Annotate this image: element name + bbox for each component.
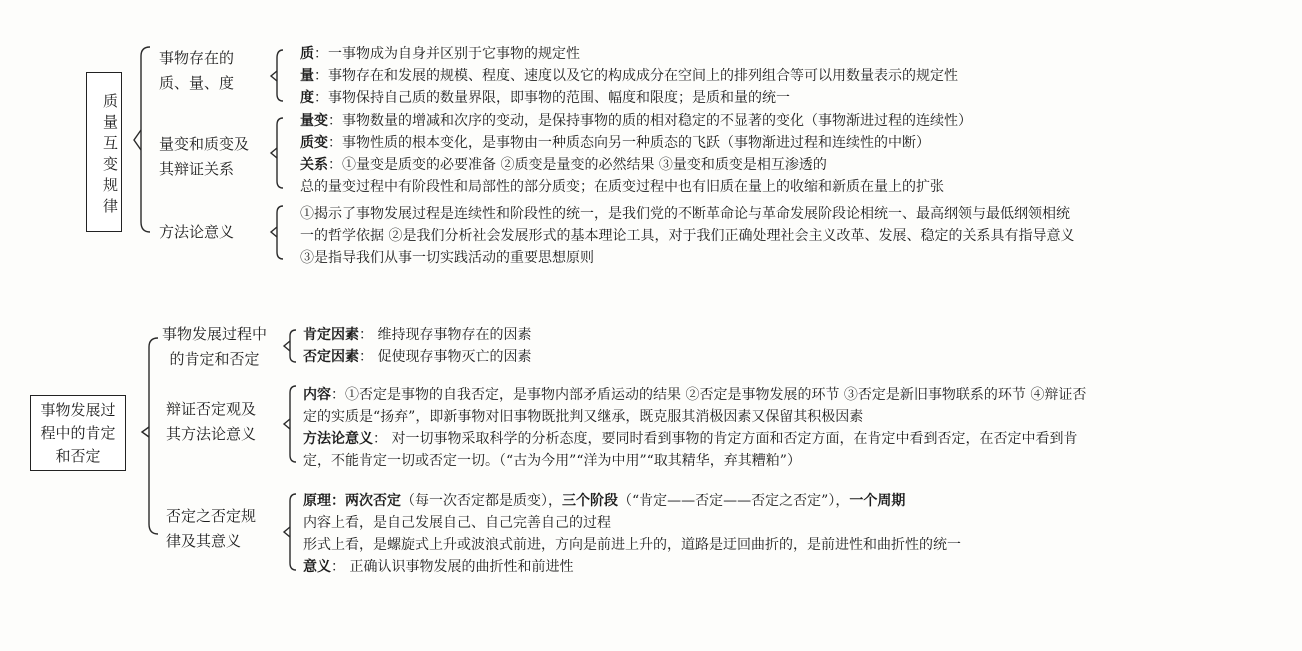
s1-branch2-label-line1: 量变和质变及 xyxy=(159,135,250,153)
s1-branch1-label-line2: 质、量、度 xyxy=(159,74,235,92)
definition: ：①量变是质变的必要准备 ②质变是量变的必然结果 ③量变和质变是相互渗透的 xyxy=(328,157,827,173)
s1-branch1-label-line1: 事物存在的 xyxy=(159,49,235,67)
term: 关系 xyxy=(300,157,328,173)
s2-b3-item-form xyxy=(303,534,961,556)
term: 质 xyxy=(300,46,314,62)
definition: ：事物存在和发展的规模、程度、速度以及它的构成成分在空间上的排列组合等可以用数量表示的规定性 xyxy=(314,68,958,84)
definition: ：事物数量的增减和次序的变动，是保持事物的质的相对稳定的不显著的变化（事物渐进过程的连续性） xyxy=(328,113,972,129)
definition: ：一事物成为自身并区别于它事物的规定性 xyxy=(314,46,580,62)
s2-b1-item-affirm xyxy=(303,324,531,346)
s2-branch1-label xyxy=(162,322,267,372)
s1-branch2-label-line2: 其辩证关系 xyxy=(159,160,235,178)
s1-b1-item-quantity xyxy=(300,65,958,87)
term: 三个阶段 xyxy=(562,493,618,509)
definition: ：事物保持自己质的数量界限，即事物的范围、幅度和限度；是质和量的统一 xyxy=(314,90,790,106)
definition: （每一次否定都是质变）， xyxy=(401,493,562,509)
s2-branch3-label-line1: 否定之否定规 xyxy=(166,507,257,525)
section2-title-line1: 事物发展过 xyxy=(40,401,116,419)
s1-b3-line2: 一的哲学依据 ②是我们分析社会发展形式的基本理论工具，对于我们正确处理社会主义改革、发展、稳定的关系具有指导意义 xyxy=(300,228,1075,244)
section2-title-line2: 程中的肯定 xyxy=(40,424,116,442)
s1-b2-item-quantitative xyxy=(300,110,972,132)
s1-branch2-label xyxy=(159,132,249,182)
s2-branch3-label-line2: 律及其意义 xyxy=(166,532,242,550)
definition: 定的实质是“扬弃”，即新事物对旧事物既批判又继承，既克服其消极因素又保留其积极因素 xyxy=(303,409,864,425)
definition: ： 维持现存事物存在的因素 xyxy=(359,327,532,343)
term: 意义 xyxy=(303,559,331,575)
definition: ： 促使现存事物灭亡的因素 xyxy=(359,349,532,365)
term: 量变 xyxy=(300,113,328,129)
s2-b3-item-meaning xyxy=(303,556,573,578)
s2-b2-item-content xyxy=(303,384,1086,406)
s1-b1-item-degree xyxy=(300,87,790,109)
s2-branch1-label-line1: 事物发展过程中 xyxy=(162,325,268,343)
term: 内容 xyxy=(303,387,331,403)
section1-title: 质量互变规律 xyxy=(101,93,119,219)
s2-branch2-label-line2: 其方法论意义 xyxy=(166,425,257,443)
definition: ： 对一切事物采取科学的分析态度，要同时看到事物的肯定方面和否定方面，在肯定中看到否定，在否定中看到肯 xyxy=(373,431,1078,447)
term: 质变 xyxy=(300,135,328,151)
s1-branch1-label xyxy=(159,46,234,96)
definition: 内容上看，是自己发展自己、自己完善自己的过程 xyxy=(303,515,611,531)
term: 否定因素 xyxy=(303,349,359,365)
term: 肯定因素 xyxy=(303,327,359,343)
s1-b2-item-qualitative xyxy=(300,132,930,154)
s1-b2-item-relation xyxy=(300,154,827,176)
s2-branch2-label-line1: 辩证否定观及 xyxy=(166,400,257,418)
s2-b2-item-content-cont xyxy=(303,406,863,428)
s2-branch3-label xyxy=(166,504,256,554)
s1-branch3-label: 方法论意义 xyxy=(159,223,235,241)
s2-branch2-label xyxy=(166,397,256,447)
s2-b1-item-negate xyxy=(303,346,531,368)
definition: 总的量变过程中有阶段性和局部性的部分质变；在质变过程中也有旧质在量上的收缩和新质在量上的扩张 xyxy=(300,179,944,195)
definition: ：事物性质的根本变化，是事物由一种质态向另一种质态的飞跃（事物渐进过程和连续性的中断） xyxy=(328,135,930,151)
definition: 形式上看，是螺旋式上升或波浪式前进，方向是前进上升的，道路是迂回曲折的，是前进性和曲折性的统一 xyxy=(303,537,961,553)
term: 量 xyxy=(300,68,314,84)
section1-title-box xyxy=(86,72,122,232)
definition: ： 正确认识事物发展的曲折性和前进性 xyxy=(331,559,574,575)
definition: ：①否定是事物的自我否定，是事物内部矛盾运动的结果 ②否定是事物发展的环节 ③否定是新旧事物联系的环节 ④辩证否 xyxy=(331,387,1087,403)
term: 原理：两次否定 xyxy=(303,493,401,509)
definition: （“肯定——否定——否定之否定”）， xyxy=(618,493,850,509)
s2-b3-item-content xyxy=(303,512,611,534)
s1-b2-item-note xyxy=(300,176,944,198)
s1-b3-line3: ③是指导我们从事一切实践活动的重要思想原则 xyxy=(300,250,594,266)
s1-b3-line1: ①揭示了事物发展过程是连续性和阶段性的统一，是我们党的不断革命论与革命发展阶段论相统一、最高纲领与最低纲领相统 xyxy=(300,206,1070,222)
section2-title-box xyxy=(30,395,126,471)
s2-b2-item-method xyxy=(303,428,1077,450)
s1-b1-item-quality xyxy=(300,43,580,65)
term: 一个周期 xyxy=(849,493,906,509)
s2-b2-item-method-cont xyxy=(303,450,801,472)
term: 方法论意义 xyxy=(303,431,373,447)
term: 度 xyxy=(300,90,314,106)
s2-branch1-label-line2: 的肯定和否定 xyxy=(169,350,260,368)
s2-b3-item-principle xyxy=(303,490,905,512)
section2-title-line3: 和否定 xyxy=(55,447,101,465)
definition: 定，不能肯定一切或否定一切。（“古为今用”“洋为中用”“取其精华，弃其糟粕”） xyxy=(303,453,801,469)
